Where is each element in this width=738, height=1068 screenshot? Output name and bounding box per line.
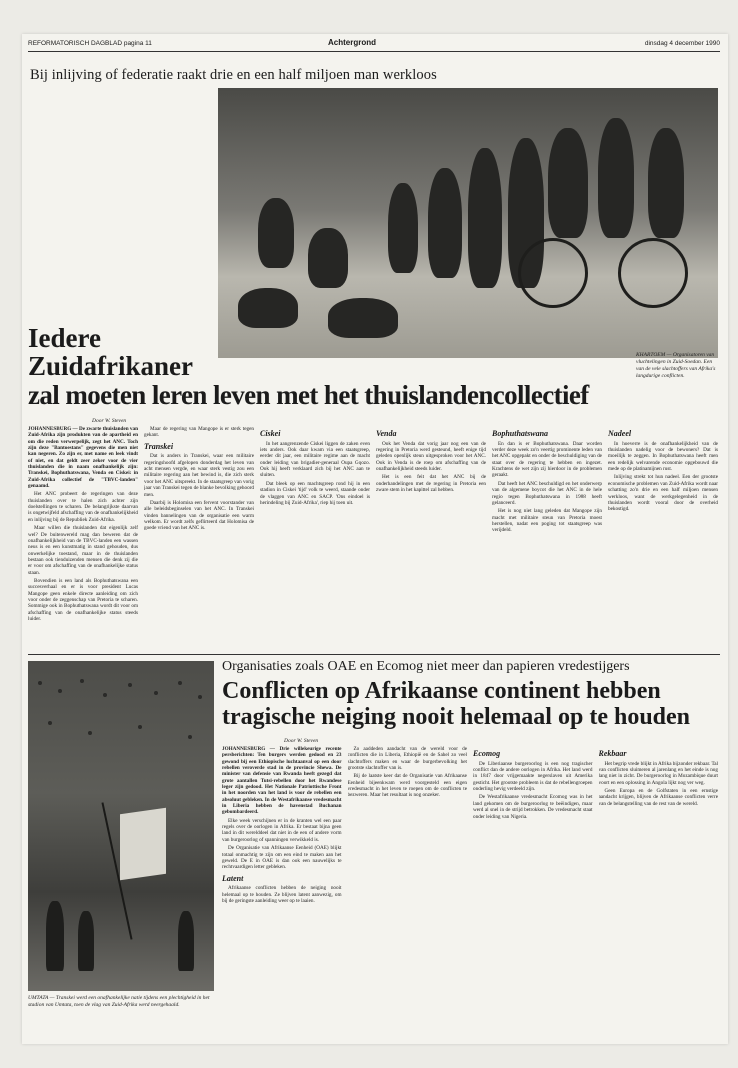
article2-headline-line2: tragische neiging nooit helemaal op te houden xyxy=(222,704,691,731)
article2-paragraph: De Westafrikaanse vredesmacht Ecomog was in het land gekomen om de burgeroorlog te beëindigen, maar werd al snel in de strijd betrokken. De vredesmacht staat onder leiding van Nigeria. xyxy=(473,794,593,820)
article1-byline: Door W. Steven xyxy=(92,418,127,424)
article2-paragraph: Afrikaanse conflicten hebben de neiging nooit helemaal op te houden. Ze blijven latent aanwezig, om bij de geringste aanleiding weer op te laaien. xyxy=(222,885,342,904)
article1-column xyxy=(260,426,370,648)
article2-column xyxy=(222,746,342,1036)
article2-lead: JOHANNESBURG — Drie willekeurige recente persberichten: Ten burgers werden gedood en 23 gewond bij een Ethiopische luchtaanval op een door rebellen veroverde stad in de provincie Shewa. De minister van defensie van Rwanda heeft gezegd dat grote aantallen Tutsi-rebellen door het Rwandese leger zijn gedood. Het Nationale Patriottische Front in het noorden van het land is voor de rebellen een absoluut gebleken. In de Westafrikaanse vredesmacht in Liberia hebben de havenstad Buchanan gebombardeerd. xyxy=(222,746,342,816)
article1-headline xyxy=(28,324,628,409)
article1-paragraph: In het aangrenzende Ciskei liggen de zaken even iets anders. Ook daar kwam via een staatsgreep, eerder dit jaar, een militaire regime aan de macht onder leiding van brigadier-generaal Oupa Gqozo. Ook hij heeft verklaard zich bij het ANC aan te sluiten. xyxy=(260,440,370,479)
article2-paragraph: Bij de laatste keer dat de Organisatie van Afrikaanse Eenheid bijeenkwam werd voorgesteld een eigen vredesmacht in het leven te roepen om de conflicten te bezweren. Maar het resultaat is nog onzeker. xyxy=(347,773,467,799)
article1-headline-line2: Zuidafrikaner xyxy=(28,351,194,382)
subhead-venda: Venda xyxy=(376,429,397,438)
article1-paragraph: Bovendien is een land als Bophuthatswana een succesverhaal en er is voor president Lucas Mangope geen enkele directe aanleiding om zich voor onder de zeggenschap van Pretoria te scharen. Sommige ook in Bophuthatswana wordt dit voor om afschaffing van de onafhankelijke status steeds luider. xyxy=(28,577,138,622)
article1-photo-caption: KHARTOEM — Organisatoren van vluchtelingen in Zuid-Soedan. Een van de vele slachtoffers van Afrika's langdurige conflicten. xyxy=(636,352,716,379)
article2-paragraph: De Liberiaanse burgeroorlog is een nog tragischer conflict dan de andere oorlogen in Afrika. Het land werd in 1847 door vrijgemaakte negerslaven uit Amerika gesticht. Het grootste probleem is dat de rebellengroepen onderling hevig verdeeld zijn. xyxy=(473,760,593,793)
article1-lead: JOHANNESBURG — De zwarte thuislanden van Zuid-Afrika zijn produkten van de apartheid en om die reden verwerpelijk, zegt het ANC. Toch zijn deze "Bantoestans" gegevens die men niet kan negeren. Zo zijn er, met name en leek vindt of niet, en dat geldt zeer zeker voor de vier thuislanden die in naam onafhankelijk zijn: Transkei, Bophuthatswana, Venda en Ciskei: in Zuid-Afrika collectief de "TBVC-landen" genaamd. xyxy=(28,426,138,490)
article1-paragraph: Maar de regering van Mangope is er sterk tegen gekant. xyxy=(144,426,254,439)
article2-kicker: Organisaties zoals OAE en Ecomog niet meer dan papieren vredestijgers xyxy=(222,659,630,674)
article2-paragraph: De Organisatie van Afrikaanse Eenheid (OAE) blijkt totaal onmachtig te zijn om een eind te maken aan het geweld. De E in OAE is dan ook een nauwelijks te rechtvaardigen letter gebleken. xyxy=(222,845,342,871)
article2-column xyxy=(473,746,593,1036)
article2-paragraph: Geen Europa en de Golfstaten in een ernstige aandacht krijgen, blijven de Afrikaanse conflicten verre van de belangstelling van de rest van de wereld. xyxy=(598,788,718,807)
article1-paragraph: Inlijving strekt tot hun nadeel. Een der grootste economische problemen van Zuid-Afrika wordt naar schatting zo'n drie en een half miljoen mensen werkloos, want de werkgelegenheid in de thuislanden wordt vooral door de overheid bekostigd. xyxy=(608,474,718,513)
subhead-transkei: Transkei xyxy=(144,441,174,451)
subhead-nadeel: Nadeel xyxy=(608,429,632,438)
page-header xyxy=(28,38,720,52)
article1-column xyxy=(376,426,486,648)
article1-paragraph: Ook het Venda dat vorig jaar nog een van de regering in Pretoria werd gesteund, heeft enige tijd geleden openlijk steun uitgesproken voor het ANC. Ook in Venda is de roep om afschaffing van de onafhankelijkheid steeds luider. xyxy=(376,440,486,473)
article1-paragraph: Het is nog niet lang geleden dat Mangope zijn macht met militaire steun van Pretoria moest herstellen, nadat een poging tot staatsgreep was verijdeld. xyxy=(492,508,602,534)
article1-paragraph: In hoeverre is de onafhankelijkheid van de thuislanden nadelig voor de bewoners? Dat is moeilijk te zeggen. In Bophuthatswana heeft men een redelijk welvarende economie opgebouwd die mede op de platinamijnen rust. xyxy=(608,440,718,473)
article2-paragraph: Zo aaddeden aandacht van de wereld voor de conflicten die in Liberia, Ethiopië en de Sahel zo veel slachtoffers maken en waar de burgerbevolking het grootste slachtoffer van is. xyxy=(347,746,467,772)
article1-headline-line1: Iedere xyxy=(28,323,101,353)
article1-headline-line3: zal moeten leren leven met het thuislandencollectief xyxy=(28,379,589,410)
section-divider xyxy=(28,654,720,655)
subhead-latent: Latent xyxy=(222,873,244,883)
header-date: dinsdag 4 december 1990 xyxy=(644,40,720,47)
article2-photo xyxy=(28,661,214,991)
article2-photo-caption: UMTATA — Transkei werd een onafhankelijke natie tijdens een plechtigheid in het stadion van Umtata, toen de vlag van Zuid-Afrika werd neergehaald. xyxy=(28,995,210,1008)
article2-byline: Door W. Steven xyxy=(284,738,319,744)
article2-column xyxy=(599,746,719,1036)
header-newspaper-page: REFORMATORISCH DAGBLAD pagina 11 xyxy=(28,40,152,47)
subhead-rekbaar: Rekbaar xyxy=(598,749,627,758)
article1-paragraph: Dat heeft het ANC beschuldigd en het onderwerp van de algemene boycot die het ANC in de hele regio tegen Bophuthatswana in 1988 heeft gelanceerd. xyxy=(492,480,602,506)
article1-column xyxy=(608,426,718,648)
article1-column xyxy=(492,426,602,648)
article1-paragraph: Dat is anders in Transkei, waar een militaire regeringshoofd afgelopen donderdag het leven van acht mensen vergde, en waar sterk vestig zou een militaire regering aan het bewind is, die zich sterk voor het ANC uitspreekt. In de staatsgreep van vorig jaar van Transkei tegen de blanke bevolking gehoord men. xyxy=(144,453,254,498)
article2-paragraph: Het begrip vrede blijkt in Afrika bijzonder rekbaar. Tal van conflicten sluimeren al jarenlang en het einde is nog lang niet in zicht. De burgeroorlog in Mozambique duurt voort en een oplossing in Angola lijkt nog ver weg. xyxy=(598,760,718,786)
article1-column xyxy=(28,426,138,648)
article1-body xyxy=(28,426,718,648)
article1-paragraph: Het ANC probeert de regeringen van deze thuislanden over te halen zich achter zijn doelstellingen te scharen. De belangrijkste daarvan is ongetwijfeld afschaffing van de onafhankelijkheid en inlijving bij de Republiek Zuid-Afrika. xyxy=(28,491,138,523)
article2-column xyxy=(348,746,468,1036)
article2-headline-line1: Conflicten op Afrikaanse continent hebben xyxy=(222,678,661,704)
subhead-ciskei: Ciskei xyxy=(260,429,281,438)
article1-paragraph: Het is een feit dat het ANC bij de onderhandelingen met de regering in Pretoria een zware stem in het kapittel zal hebben. xyxy=(376,474,486,494)
article1-kicker: Bij inlijving of federatie raakt drie en een half miljoen man werkloos xyxy=(30,67,437,83)
subhead-ecomog: Ecomog xyxy=(473,749,501,758)
article1-paragraph: Daarbij is Holomisa een fervent voorstander van alle beleidsbeginselen van het ANC. In Transkei vinden bannelingen van de organisatie een warm welkom. Er wordt zelfs geflirteerd dat Holomisa de goede vriend van het ANC is. xyxy=(144,499,254,532)
article1-paragraph: Dat bleek op een machtsgreep rond hij in een stadion in Ciskei 'tijd' volk te weerd, staande onder de vlaggen van ANC en SACP. 'Ons eindoel is herindeling bij Zuid-Afrika', riep hij toen uit. xyxy=(260,480,370,506)
article1-photo xyxy=(218,88,718,358)
newspaper-page xyxy=(22,34,728,1044)
article1-column xyxy=(144,426,254,648)
subhead-bophuthatswana: Bophuthatswana xyxy=(492,429,549,438)
header-section: Achtergrond xyxy=(328,38,376,47)
article1-paragraph: En dan is er Bophuthatswana. Daar worden verder deze week zo'n veertig prominente leden van het ANC opgepakt en onder de beschuldiging van de staat over de regering te hebben en ingezet. Krachtens de wet zijn zij hierdoor in de problemen geraakt. xyxy=(492,440,602,479)
article1-paragraph: Maar willen die thuislanden dat eigenlijk zelf wel? De buitenwereld mag dan beweren dat de onafhankelijkheid van de TBVC-landen een wassen neus is en een kunstmatig in stand gehouden, dus onwerkelijke toestand, maar in de thuislanden bestaan ook tienduizenden mensen die denk zij die er voor om afschaffing van de onafhankelijke status staan. xyxy=(28,525,138,576)
article2-headline xyxy=(222,678,722,731)
article2-paragraph: Elke week verschijnen er in de kranten wel een paar regels over de oorlogen in Afrika. Er bestaat bijna geen land in dit werelddeel dat niet in de een of andere vorm van burgeroorlog of spanningen verwikkeld is. xyxy=(222,817,342,843)
article2-body xyxy=(222,746,718,1036)
